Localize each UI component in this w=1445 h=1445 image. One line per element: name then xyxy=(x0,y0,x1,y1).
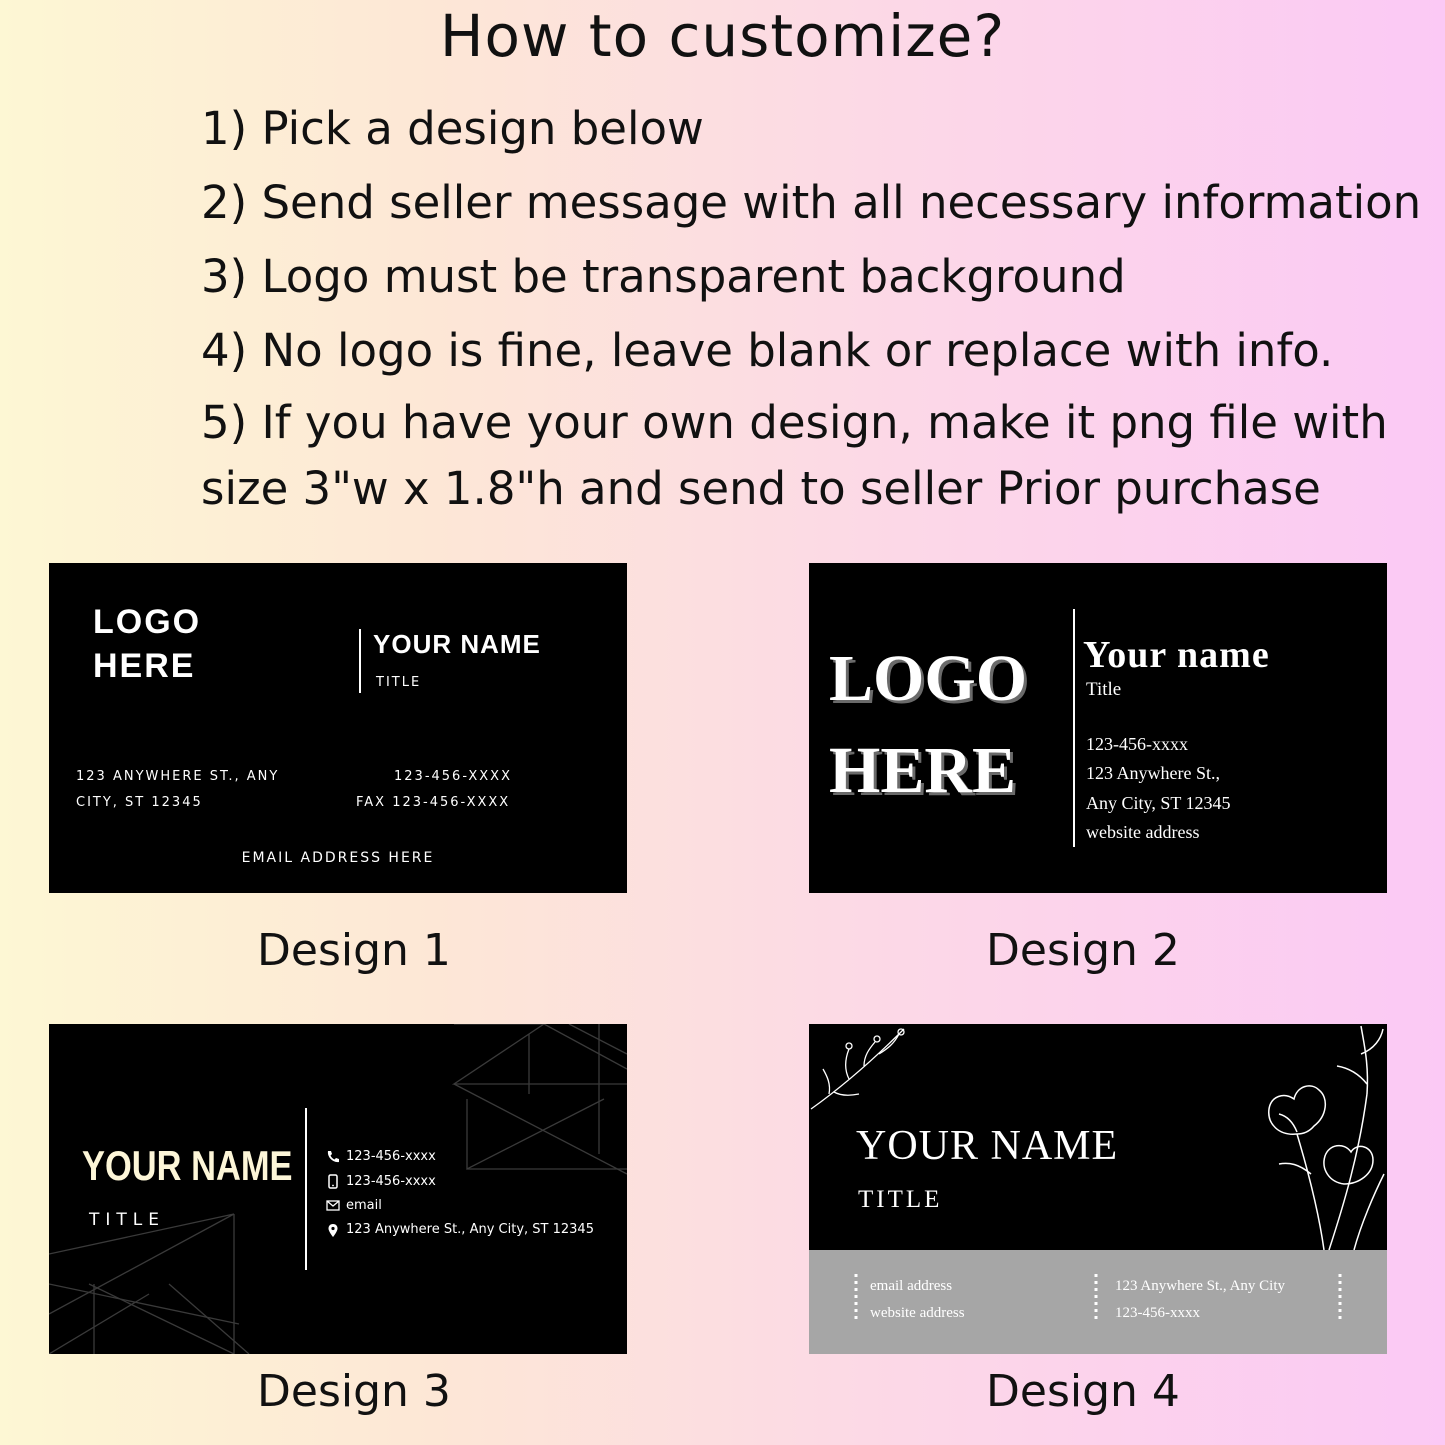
step-5-line-1: 5) If you have your own design, make it png file with xyxy=(201,396,1388,449)
design-2-caption: Design 2 xyxy=(986,925,1180,976)
card-address-line-1: 123 ANYWHERE ST., ANY xyxy=(76,769,280,784)
mobile-icon xyxy=(327,1174,339,1189)
card-email: email address xyxy=(870,1278,953,1294)
dotted-divider xyxy=(1337,1272,1343,1322)
card-name: YOUR NAME xyxy=(373,629,541,659)
card-title: Title xyxy=(1086,679,1122,700)
dotted-divider xyxy=(1093,1272,1099,1322)
card-website: website address xyxy=(870,1305,965,1321)
logo-placeholder-line-1: LOGO xyxy=(829,642,1028,715)
card-phone: 123-456-xxxx xyxy=(1115,1305,1200,1321)
design-1-caption: Design 1 xyxy=(257,925,451,976)
divider xyxy=(1073,609,1075,847)
card-title: TITLE xyxy=(858,1186,943,1213)
step-3: 3) Logo must be transparent background xyxy=(201,250,1126,303)
step-4: 4) No logo is fine, leave blank or replace with info. xyxy=(201,324,1334,377)
design-4-caption: Design 4 xyxy=(986,1366,1180,1417)
card-title: TITLE xyxy=(376,675,422,690)
location-pin-icon xyxy=(327,1223,339,1238)
card-email: email xyxy=(346,1198,382,1213)
logo-placeholder-line-1: LOGO xyxy=(93,603,202,641)
mail-icon xyxy=(326,1200,340,1211)
card-website: website address xyxy=(1086,822,1200,842)
card-address-line-2: Any City, ST 12345 xyxy=(1086,793,1231,813)
design-3-caption: Design 3 xyxy=(257,1366,451,1417)
design-4-card[interactable] xyxy=(809,1024,1387,1354)
card-name: YOUR NAME xyxy=(82,1142,293,1189)
design-1-card[interactable] xyxy=(49,563,627,893)
divider xyxy=(359,629,361,693)
card-address: 123 Anywhere St., Any City xyxy=(1115,1278,1286,1294)
card-name: YOUR NAME xyxy=(856,1123,1119,1169)
floral-sprig-icon xyxy=(809,1024,919,1114)
divider xyxy=(305,1108,307,1270)
card-phone: 123-456-xxxx xyxy=(1086,734,1188,754)
card-title: TITLE xyxy=(89,1210,165,1230)
card-name: Your name xyxy=(1083,634,1270,676)
logo-placeholder-line-2: HERE xyxy=(829,734,1017,807)
flower-icon xyxy=(1249,1024,1387,1250)
card-address-line-1: 123 Anywhere St., xyxy=(1086,763,1220,783)
logo-placeholder-line-2: HERE xyxy=(93,647,196,685)
card-mobile: 123-456-xxxx xyxy=(346,1174,436,1189)
card-email: EMAIL ADDRESS HERE xyxy=(241,850,435,866)
dotted-divider xyxy=(853,1272,859,1322)
step-1: 1) Pick a design below xyxy=(201,102,704,155)
phone-icon xyxy=(326,1150,340,1164)
contact-footer xyxy=(809,1250,1387,1354)
step-2: 2) Send seller message with all necessary information xyxy=(201,176,1422,229)
step-5-line-2: size 3"w x 1.8"h and send to seller Prior purchase xyxy=(201,462,1321,515)
card-phone: 123-456-XXXX xyxy=(394,769,512,784)
design-2-card[interactable] xyxy=(809,563,1387,893)
card-fax: FAX 123-456-XXXX xyxy=(356,795,511,810)
page-heading: How to customize? xyxy=(439,2,1006,70)
card-phone: 123-456-xxxx xyxy=(346,1149,436,1164)
card-address-line-2: CITY, ST 12345 xyxy=(76,795,203,810)
card-address: 123 Anywhere St., Any City, ST 12345 xyxy=(346,1222,594,1237)
design-3-card[interactable] xyxy=(49,1024,627,1354)
